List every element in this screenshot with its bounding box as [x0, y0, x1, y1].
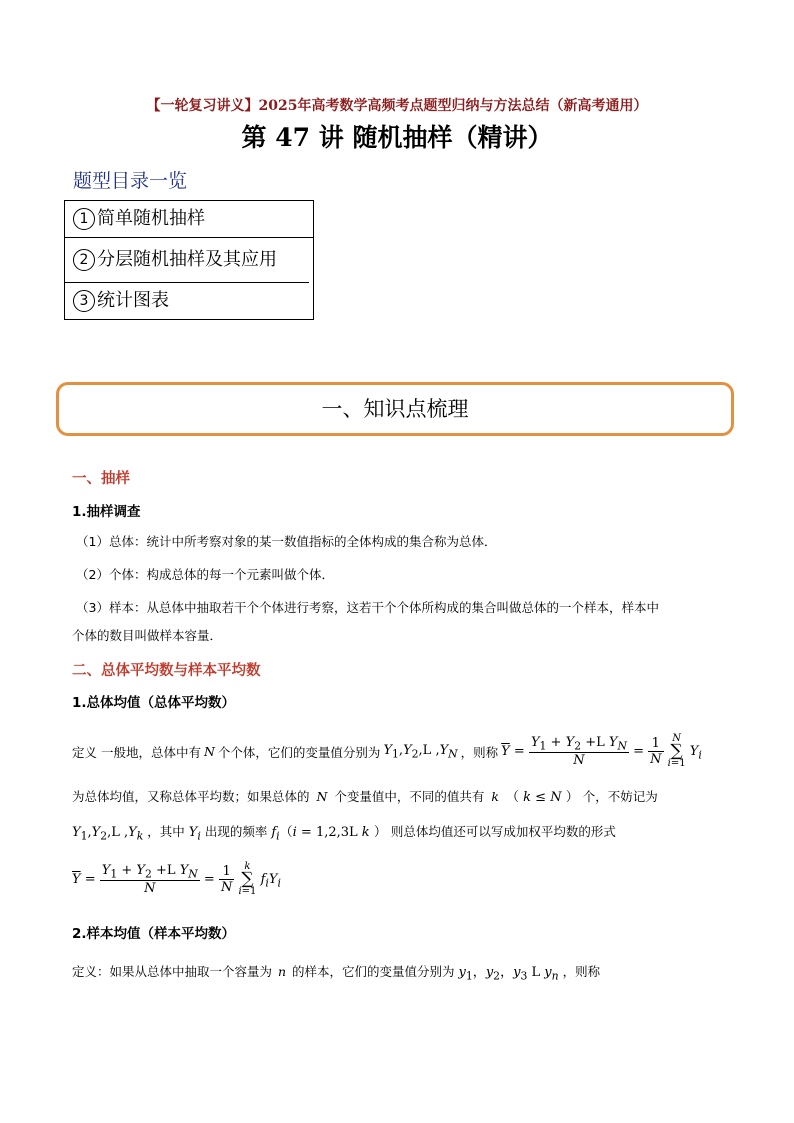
paragraph: （1）总体：统计中所考察对象的某一数值指标的全体构成的集合称为总体． [76, 534, 497, 549]
section-title: 一、抽样 [72, 471, 130, 487]
math-sample-values: $y_1$，$y_2$，$y_3$ L $y_n$ [458, 965, 559, 983]
lecture-title: 第 47 讲 随机抽样（精讲） [241, 123, 553, 152]
math-weighted-mean: $\overline{Y}$ = $\frac{Y_1 + Y_2 +L Y_N}{N}$ = $\frac{1}{N}$ k ∑ i=1 $f_iY_i$ [72, 861, 281, 897]
toc-item-label: 分层随机抽样及其应用 [97, 249, 277, 270]
math-N: N [316, 789, 328, 804]
toc-item[interactable] [65, 201, 313, 238]
math-population-mean: $\overline{Y}$ = $\frac{Y_1 + Y_2 +L Y_N}{N}$ = $\frac{1}{N}$ N ∑ i=1 $Y_i$ [501, 733, 702, 769]
text: ，则称 [562, 964, 601, 979]
definition-line [72, 821, 616, 843]
toc-item[interactable] [65, 238, 309, 283]
math-Yi: $Y_i$ [188, 825, 201, 843]
paragraph: 个体的数目叫做样本容量． [72, 628, 223, 643]
subsection-title: 1.总体均值（总体平均数） [72, 695, 236, 711]
paragraph: （2）个体：构成总体的每一个元素叫做个体． [76, 567, 334, 582]
definition-line [72, 961, 600, 983]
subsection-title: 2.样本均值（样本平均数） [72, 926, 236, 942]
math-N: N [203, 744, 215, 759]
math-k: k [491, 789, 499, 804]
series-title: 【一轮复习讲义】2025年高考数学高频考点题型归纳与方法总结（新高考通用） [146, 98, 648, 114]
math-distinct-values: $Y_1,Y_2,L$ $,Y_k$ [72, 825, 144, 843]
text: 定义：如果从总体中抽取一个容量为 [72, 964, 273, 979]
text: 的样本，它们的变量值分别为 [292, 964, 455, 979]
paragraph: （3）样本：从总体中抽取若干个个体进行考察，这若干个个体所构成的集合叫做总体的一个样本，样本中 [76, 600, 659, 615]
toc-item-label: 统计图表 [97, 290, 169, 311]
text: 为总体均值，又称总体平均数；如果总体的 [72, 789, 310, 804]
text: ，其中 [147, 824, 185, 839]
text: 则总体均值还可以写成加权平均数的形式 [390, 824, 616, 839]
circled-number: 3 [73, 290, 95, 312]
math-values-list: $Y_1,Y_2,L$ $,Y_N$ [383, 742, 458, 761]
knowledge-banner: 一、知识点梳理 [56, 382, 734, 436]
section-title: 二、总体平均数与样本平均数 [72, 663, 261, 679]
text: ，则称 [460, 744, 499, 760]
toc-heading: 题型目录一览 [73, 170, 188, 192]
toc-table [64, 200, 314, 320]
text: 个个体，它们的变量值分别为 [217, 744, 381, 760]
text: 个，不妨记为 [582, 789, 658, 804]
math-k-le-N: （ k ≤ N ） [505, 790, 579, 805]
text: 个变量值中，不同的值共有 [334, 789, 485, 804]
math-n: n [278, 964, 287, 979]
circled-number: 2 [73, 249, 95, 271]
math-frequency: $f_i(i = 1,2,3L$ k ） [271, 825, 387, 843]
subsection-title: 1.抽样调查 [72, 504, 141, 520]
toc-item[interactable] [65, 283, 313, 319]
toc-item-label: 简单随机抽样 [97, 208, 205, 229]
definition-line [72, 786, 658, 805]
circled-number: 1 [73, 208, 95, 230]
text: 出现的频率 [204, 824, 268, 839]
text: 定义 一般地，总体中有 [72, 744, 201, 760]
definition-line [72, 734, 702, 769]
